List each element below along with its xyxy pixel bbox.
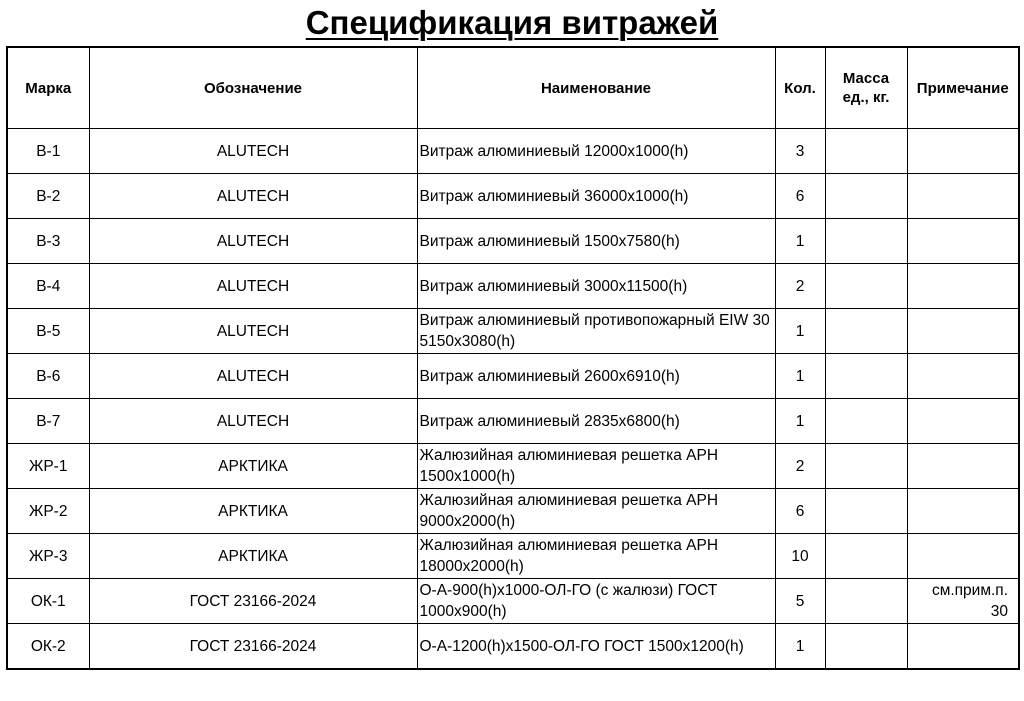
- table-row: [7, 489, 1019, 534]
- cell-note: [907, 399, 1019, 444]
- cell-designation: ГОСТ 23166-2024: [89, 579, 417, 624]
- cell-note: [907, 264, 1019, 309]
- cell-qty: 1: [775, 219, 825, 264]
- cell-note: [907, 354, 1019, 399]
- cell-designation: ALUTECH: [89, 264, 417, 309]
- cell-mass: [825, 174, 907, 219]
- cell-mass: [825, 399, 907, 444]
- cell-qty: 2: [775, 264, 825, 309]
- document-title: Спецификация витражей: [305, 4, 719, 41]
- cell-designation: АРКТИКА: [89, 489, 417, 534]
- header-designation: Обозначение: [89, 47, 417, 129]
- cell-mark: ОК-2: [7, 624, 89, 670]
- cell-name: Жалюзийная алюминиевая решетка АРН 18000x2000(h): [417, 534, 775, 579]
- cell-qty: 10: [775, 534, 825, 579]
- cell-mark: ЖР-2: [7, 489, 89, 534]
- specification-table: [6, 46, 1020, 670]
- table-row: [7, 444, 1019, 489]
- cell-name: Жалюзийная алюминиевая решетка АРН 9000x2000(h): [417, 489, 775, 534]
- cell-name: Витраж алюминиевый противопожарный EIW 30 5150x3080(h): [417, 309, 775, 354]
- cell-qty: 5: [775, 579, 825, 624]
- header-mass: Масса ед., кг.: [825, 47, 907, 129]
- cell-qty: 1: [775, 399, 825, 444]
- table-row: [7, 534, 1019, 579]
- cell-qty: 1: [775, 624, 825, 670]
- cell-qty: 2: [775, 444, 825, 489]
- cell-mass: [825, 489, 907, 534]
- cell-name: О-А-1200(h)x1500-ОЛ-ГО ГОСТ 1500x1200(h): [417, 624, 775, 670]
- cell-mark: В-7: [7, 399, 89, 444]
- cell-designation: АРКТИКА: [89, 534, 417, 579]
- table-row: [7, 264, 1019, 309]
- header-qty: Кол.: [775, 47, 825, 129]
- cell-mass: [825, 534, 907, 579]
- table-row: [7, 174, 1019, 219]
- cell-designation: ALUTECH: [89, 309, 417, 354]
- table-row: [7, 354, 1019, 399]
- table-row: [7, 399, 1019, 444]
- cell-name: Витраж алюминиевый 36000x1000(h): [417, 174, 775, 219]
- cell-designation: ГОСТ 23166-2024: [89, 624, 417, 670]
- cell-mass: [825, 624, 907, 670]
- header-note: Примечание: [907, 47, 1019, 129]
- cell-mark: ЖР-1: [7, 444, 89, 489]
- table-row: [7, 309, 1019, 354]
- cell-note: [907, 309, 1019, 354]
- table-row: [7, 129, 1019, 174]
- cell-mass: [825, 219, 907, 264]
- cell-mark: В-4: [7, 264, 89, 309]
- table-row: [7, 579, 1019, 624]
- cell-qty: 1: [775, 309, 825, 354]
- cell-mark: В-3: [7, 219, 89, 264]
- cell-name: Жалюзийная алюминиевая решетка АРН 1500x1000(h): [417, 444, 775, 489]
- cell-mass: [825, 444, 907, 489]
- table-row: [7, 219, 1019, 264]
- cell-qty: 6: [775, 174, 825, 219]
- cell-note: [907, 624, 1019, 670]
- cell-note: [907, 489, 1019, 534]
- cell-mass: [825, 129, 907, 174]
- cell-name: Витраж алюминиевый 1500x7580(h): [417, 219, 775, 264]
- cell-designation: АРКТИКА: [89, 444, 417, 489]
- cell-mark: ОК-1: [7, 579, 89, 624]
- header-mark: Марка: [7, 47, 89, 129]
- cell-designation: ALUTECH: [89, 219, 417, 264]
- cell-qty: 1: [775, 354, 825, 399]
- cell-mark: В-1: [7, 129, 89, 174]
- table-header-row: [7, 47, 1019, 129]
- cell-note: [907, 444, 1019, 489]
- cell-name: О-А-900(h)x1000-ОЛ-ГО (с жалюзи) ГОСТ 1000x900(h): [417, 579, 775, 624]
- cell-name: Витраж алюминиевый 2835x6800(h): [417, 399, 775, 444]
- cell-designation: ALUTECH: [89, 399, 417, 444]
- cell-note: [907, 534, 1019, 579]
- cell-mark: В-5: [7, 309, 89, 354]
- cell-qty: 6: [775, 489, 825, 534]
- cell-designation: ALUTECH: [89, 354, 417, 399]
- cell-mass: [825, 309, 907, 354]
- cell-name: Витраж алюминиевый 3000x11500(h): [417, 264, 775, 309]
- cell-mark: В-2: [7, 174, 89, 219]
- cell-name: Витраж алюминиевый 2600x6910(h): [417, 354, 775, 399]
- cell-mark: В-6: [7, 354, 89, 399]
- header-name: Наименование: [417, 47, 775, 129]
- cell-qty: 3: [775, 129, 825, 174]
- cell-mass: [825, 579, 907, 624]
- cell-note: [907, 219, 1019, 264]
- cell-mark: ЖР-3: [7, 534, 89, 579]
- cell-note: [907, 129, 1019, 174]
- cell-note: [907, 174, 1019, 219]
- cell-name: Витраж алюминиевый 12000x1000(h): [417, 129, 775, 174]
- table-row: [7, 624, 1019, 670]
- cell-mass: [825, 264, 907, 309]
- cell-designation: ALUTECH: [89, 129, 417, 174]
- cell-note: см.прим.п. 30: [907, 579, 1019, 624]
- cell-designation: ALUTECH: [89, 174, 417, 219]
- cell-mass: [825, 354, 907, 399]
